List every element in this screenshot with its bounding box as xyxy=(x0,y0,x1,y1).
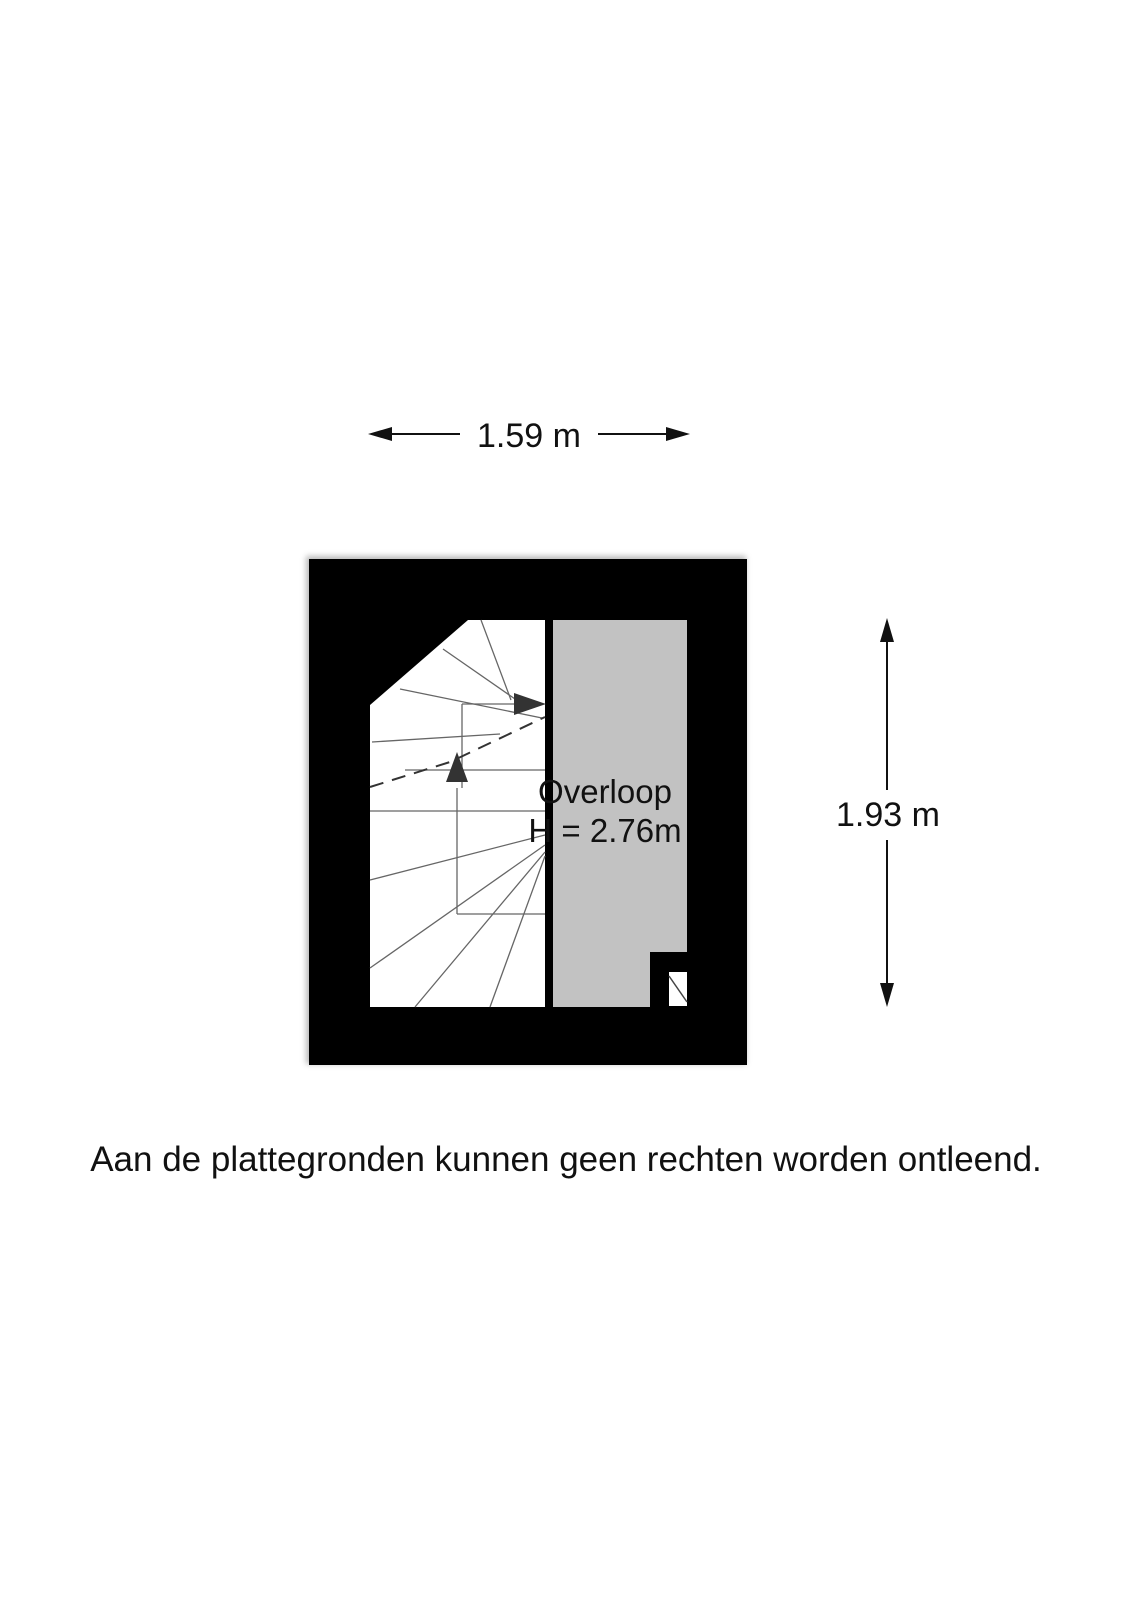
room-name: Overloop xyxy=(538,773,672,810)
width-label: 1.59 m xyxy=(477,417,581,455)
arrow-left-icon xyxy=(368,427,392,441)
arrow-right-icon xyxy=(666,427,690,441)
width-dimension xyxy=(368,417,690,455)
height-dimension xyxy=(836,618,940,1007)
arrow-up-icon xyxy=(880,618,894,642)
room-height: H = 2.76m xyxy=(528,812,682,849)
height-label: 1.93 m xyxy=(836,796,940,834)
arrow-down-icon xyxy=(880,983,894,1007)
disclaimer-text: Aan de plattegronden kunnen geen rechten worden ontleend. xyxy=(90,1140,1042,1179)
